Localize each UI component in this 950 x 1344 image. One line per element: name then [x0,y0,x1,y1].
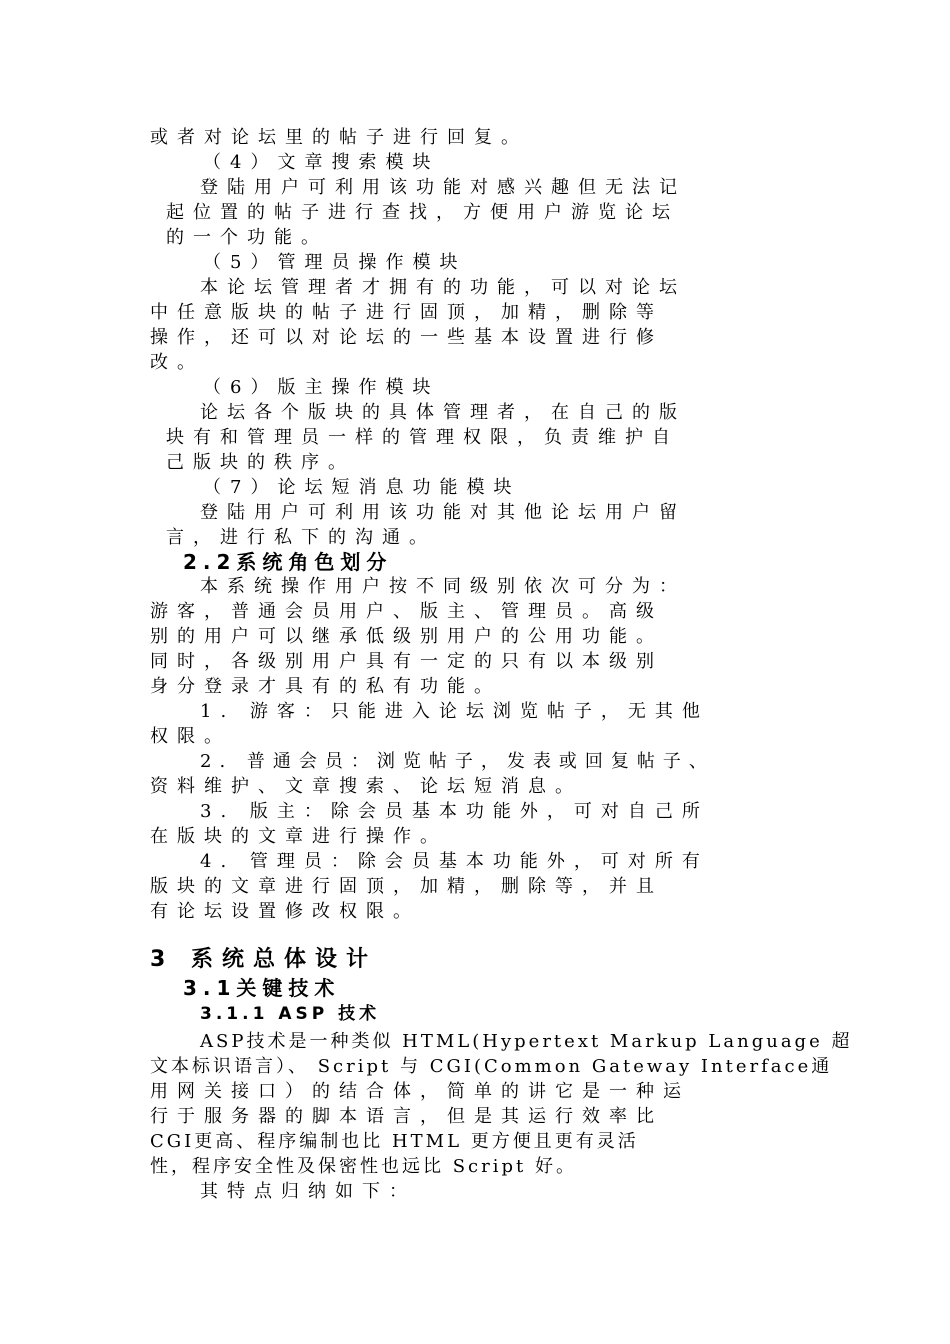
paragraph-line: 中任意版块的帖子进行固顶，加精，删除等 [150,302,663,323]
paragraph-line: 性，程序安全性及保密性也远比 Script 好。 [150,1156,577,1177]
list-item: 2. 普通会员：浏览帖子，发表或回复帖子、 [200,751,715,772]
paragraph-line: 游客，普通会员用户、版主、管理员。高级 [150,601,663,622]
paragraph-line: 别的用户可以继承低级别用户的公用功能。 [150,626,663,647]
section-heading-3-1: 3.1关键技术 [183,976,341,1000]
list-item-continuation: 资料维护、文章搜索、论坛短消息。 [150,776,582,797]
section-item-heading: （7）论坛短消息功能模块 [203,477,521,498]
paragraph-line: 身分登录才具有的私有功能。 [150,676,501,697]
paragraph-line: 用网关接口）的结合体，简单的讲它是一种运 [150,1081,690,1102]
section-item-heading: （6）版主操作模块 [203,377,440,398]
section-heading-2-2: 2.2系统角色划分 [183,550,393,574]
paragraph-line: 论坛各个版块的具体管理者，在自己的版 [200,402,686,423]
paragraph-line: 本系统操作用户按不同级别依次可分为： [200,576,686,597]
paragraph-line: 的一个功能。 [166,227,328,248]
paragraph-line: 登陆用户可利用该功能对其他论坛用户留 [200,502,686,523]
list-item: 3. 版主：除会员基本功能外，可对自己所 [200,801,709,822]
paragraph-line: 登陆用户可利用该功能对感兴趣但无法记 [200,177,686,198]
list-item-continuation: 权限。 [150,726,231,747]
list-item-continuation: 版块的文章进行固顶，加精，删除等，并且 [150,876,663,897]
paragraph-line: CGI更高、程序编制也比 HTML 更方便且更有灵活 [150,1131,639,1152]
paragraph-line: 块有和管理员一样的管理权限，负责维护自 [166,427,679,448]
list-item-continuation: 有论坛设置修改权限。 [150,901,420,922]
paragraph-line: 或者对论坛里的帖子进行回复。 [150,127,528,148]
section-item-heading: （5）管理员操作模块 [203,252,467,273]
chapter-heading-3: 3 系统总体设计 [150,947,377,972]
paragraph-line: 本论坛管理者才拥有的功能，可以对论坛 [200,277,686,298]
paragraph-line: ASP技术是一种类似 HTML(Hypertext Markup Language 超 [200,1031,853,1052]
paragraph-line: 起位置的帖子进行查找，方便用户游览论坛 [166,202,679,223]
subsection-heading-3-1-1: 3.1.1 ASP 技术 [200,1004,381,1024]
paragraph-line: 己版块的秩序。 [166,452,355,473]
paragraph-line: 行于服务器的脚本语言，但是其运行效率比 [150,1106,663,1127]
paragraph-line: 同时，各级别用户具有一定的只有以本级别 [150,651,663,672]
paragraph-line: 操作，还可以对论坛的一些基本设置进行修 [150,327,663,348]
list-item: 4. 管理员：除会员基本功能外，可对所有 [200,851,709,872]
paragraph-line: 改。 [150,352,204,373]
list-item-continuation: 在版块的文章进行操作。 [150,826,447,847]
section-item-heading: （4）文章搜索模块 [203,152,440,173]
paragraph-line: 文本标识语言）、 Script 与 CGI(Common Gateway Interface通 [150,1056,833,1077]
list-item: 1. 游客：只能进入论坛浏览帖子，无其他 [200,701,709,722]
paragraph-line: 其特点归纳如下： [200,1181,416,1202]
paragraph-line: 言，进行私下的沟通。 [166,527,436,548]
